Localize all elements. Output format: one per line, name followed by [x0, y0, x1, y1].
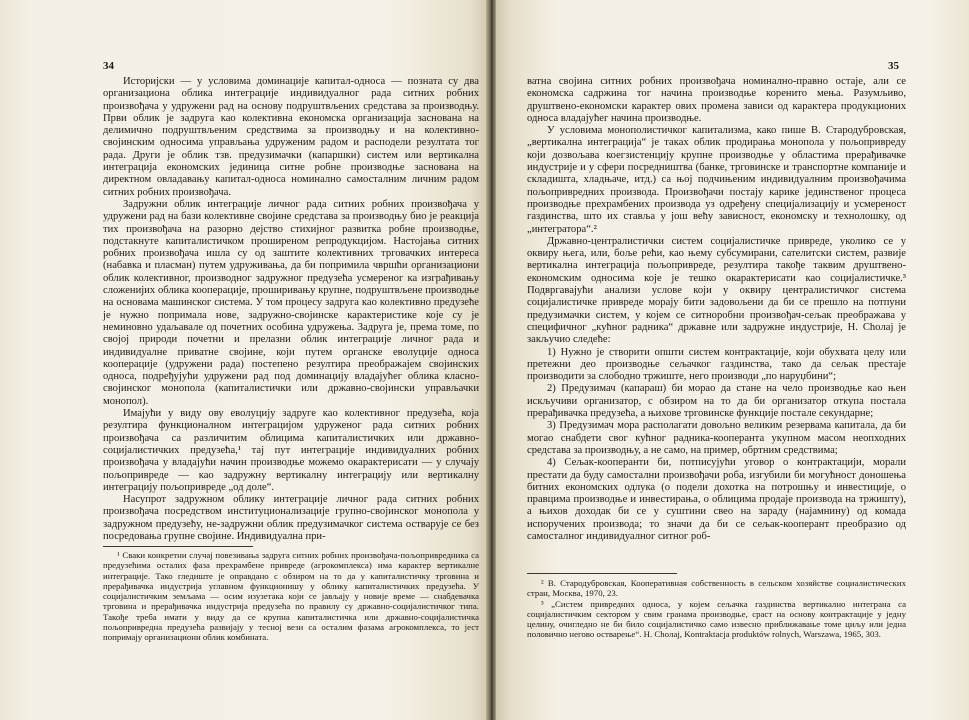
paragraph: Имајући у виду ову еволуцију задруге као колективног предузећа, која резултира функционалном интеграцијом удруженог рада ситних робних произвођача са различитим облицима капиталистичких или државно-социјалистичких предузећа,¹ тај пут интеграције индивидуалних робних произвођача у владајући начин производње можемо окарактерисати — у случају пољопривреде — као задружну вертикалну интеграцију или вертикалну интеграцију пољопривреде „од доле“. — [103, 408, 479, 493]
paragraph: У условима монополистичког капитализма, како пише В. Стародубровская, „вертикална интеграција“ је таках облик продирања монопола у пољопривреду који дозвољава коегзистенцију крупне производње у областима прерађивачке индустрије и у сфери посредништва (банке, трговинске и транспортне компаније и складишта, хладњаче, итд.) са њој подчињеним индивидуалним произвођачима пољопривредних производа. Произвођачи постају карике јединственог процеса производње прехрамбених производа уз одређену специјализацију и усмереност газдинства, што их ставља у још већу зависност, економску и технолошку, од „интегратора“.² — [527, 125, 906, 235]
footnote-rule — [527, 573, 677, 574]
right-footnotes — [527, 578, 906, 640]
page-number-right: 35 — [888, 60, 899, 72]
list-item: 3) Предузимач мора располагати довољно великим резервама капитала, да би могао снабдети свог кућног радника-кооперанта укупном масом неопходних средстава за производњу, а не само, на пример, обртним средствима; — [527, 420, 906, 456]
paragraph: ватна својина ситних робних произвођача номинално-правно остаје, али се економска садржина тог начина производње коренито мења. Разумљиво, друштвено-економски карактер ових промена зависи од карактера продукционих односа владајућег начина производње. — [527, 76, 906, 124]
paragraph: Задружни облик интеграције личног рада ситних робних произвођача у удружени рад на бази колективне својине средстава за производњу био је реакција тих произвођача на разорно дејство стихијног развитка робне производње, подстакнуте капиталистичком проширеном репродукцијом. Настојања ситних робних произвођача ишла су од заштите колективних трговачких интереса (набавка и пласман) путем удруживања, да би попримила чвршћи организациони облик колективног, производног задружног предузећа усмереног ка изграђивању сложенијих облика кооперације, проширивању крупне, подруштвљене производње на основама машинског система. У том процесу задруга као колективно предузеће је нужно попримала нове, задружно-својинске карактеристике које су је неминовно удаљавале од почетних особина удружења. Задруга је, према томе, по својој природи почетни и прелазни облик интеграције личног рада и индивидуалне приватне својине, који путем органске еволуције односа кооперације (удружени рада) постепено резултира преображајем својинских односа, подређујући удружени рад под доминацију владајућег облика класно-својинског монопола (капиталистички или државно-својински управљачки монопол). — [103, 198, 479, 407]
footnote: ² В. Стародубровская, Кооперативная собственность в сельском хозяйстве социалистических стран, Москва, 1970, 23. — [527, 578, 906, 599]
footnote: ³ „Систем привредних односа, у којем сељачка газдинства вертикално интеграна са социјалистичким сектором у свим гранама производње, сраст на основу контрактације у једну целину, очигледно не би било социјалистичко само извесно приближавање томе циљу или једна половично негово остварење“. H. Choлај, Kontraktacja produktów rolnych, Warszawa, 1965, 303. — [527, 598, 906, 640]
list-item: 2) Предузимач (капараш) би морао да стане на чело производње као њен искључиви организатор, с обзиром на то да би организатор откупа постала прерађивачка предузећа, а њихове трговинске функције постале секундарне; — [527, 383, 906, 420]
paragraph: Државно-централистички систем социјалистичке привреде, уколико се у оквиру њега, или, боље рећи, као њему субсумирани, сателитски систем, развије вертикална интеграција пољопривреде, резултира такође таквим друштвено-економским односима које је тешко окарактерисати као социјалистичке.³ Подвргавајући анализи услове који у оквиру централистичког система социјалистичке привреде морају бити задовољени да би се прешло на потпуни предузимачки систем, у којем се ситноробни произвођач-сељак преображава у специфичног „кућног радника“ државне или задружне индустрије, Н. Choлај је закључио следеће: — [527, 235, 906, 346]
right-body-text — [527, 76, 906, 543]
page-number-left: 34 — [103, 60, 114, 72]
footnote-rule — [103, 546, 253, 547]
list-item: 1) Нужно је створити општи систем контрактације, који обухвата целу или претежни део производње сељачког газдинства, тако да сељак престаје производити за слободно тржиште, него производи „по наруџбини“; — [527, 346, 906, 383]
footnote: ¹ Сваки конкретни случај повезивања задруга ситних робних произвођача-пољопривредника са предузећима осталих фаза прехрамбене привреде (агрокомплекса) има карактер вертикалне интеграције. Тако гледиште је оправдано с обзиром на то да у капиталистичку трговина и прерађивачка индустрија углавном функционишу у облику капиталистичких предузећа. У социјалистичким земљама — осим изузетака који се јављају у новије време — снабдевачка трговина и прерађивачка индустрија предузећа по правилу су државно-социјалистичког типа. Такође треба имати у виду да се крупна капиталистичка или државно-социјалистичка пољопривредна предузећа развијају у тесној вези са осталим фазама агрокомплекса, то јест попримају организациони облик комбината. — [103, 550, 479, 643]
paragraph: Историјски — у условима доминације капитал-односа — позната су два организациона облика интеграције индивидуалног рада ситних робних произвођача у удружени рад на основу подруштвљених средстава за производњу. Први облик је задруга као колективна економска организација заснована на делимично подруштвљеним средствима за производњу и на колективно-својинским односима управљања удруженим радом и расподели резултата тог рада. Други је облик тзв. предузимачки (капаршки) систем или вертикална интеграција економских јединица ситне робне производње заснована на директном овладавању капитал-односа номинално самосталним личним радом ситних робних произвођача. — [103, 76, 479, 198]
left-body-text — [103, 76, 479, 543]
book-gutter — [486, 0, 496, 720]
list-item: 4) Сељак-кооперанти би, потписујући уговор о контрактацији, морали престати да буду самостални произвођачи роба, изгубили би могућност доношења битних економских одлука (о подели дохотка на потрошњу и инвестиције, о правцима производње и инвестирања, о облицима продаје производа на тржишту), а њихов доходак би се у суштини свео на зараду (најамнину) од комада испоручених производа; то значи да би се сељак-кооперант преобразио од самосталног индивидуалног ситног роб- — [527, 457, 906, 542]
paragraph: Насупрот задружном облику интеграције личног рада ситних робних произвођача посредством институционализације групно-својинског монопола у задружном предузећу, не-задружни облик предузимачког система остварује се без посредовања групне својине. Индивидуална при- — [103, 494, 479, 542]
left-footnotes — [103, 550, 479, 643]
